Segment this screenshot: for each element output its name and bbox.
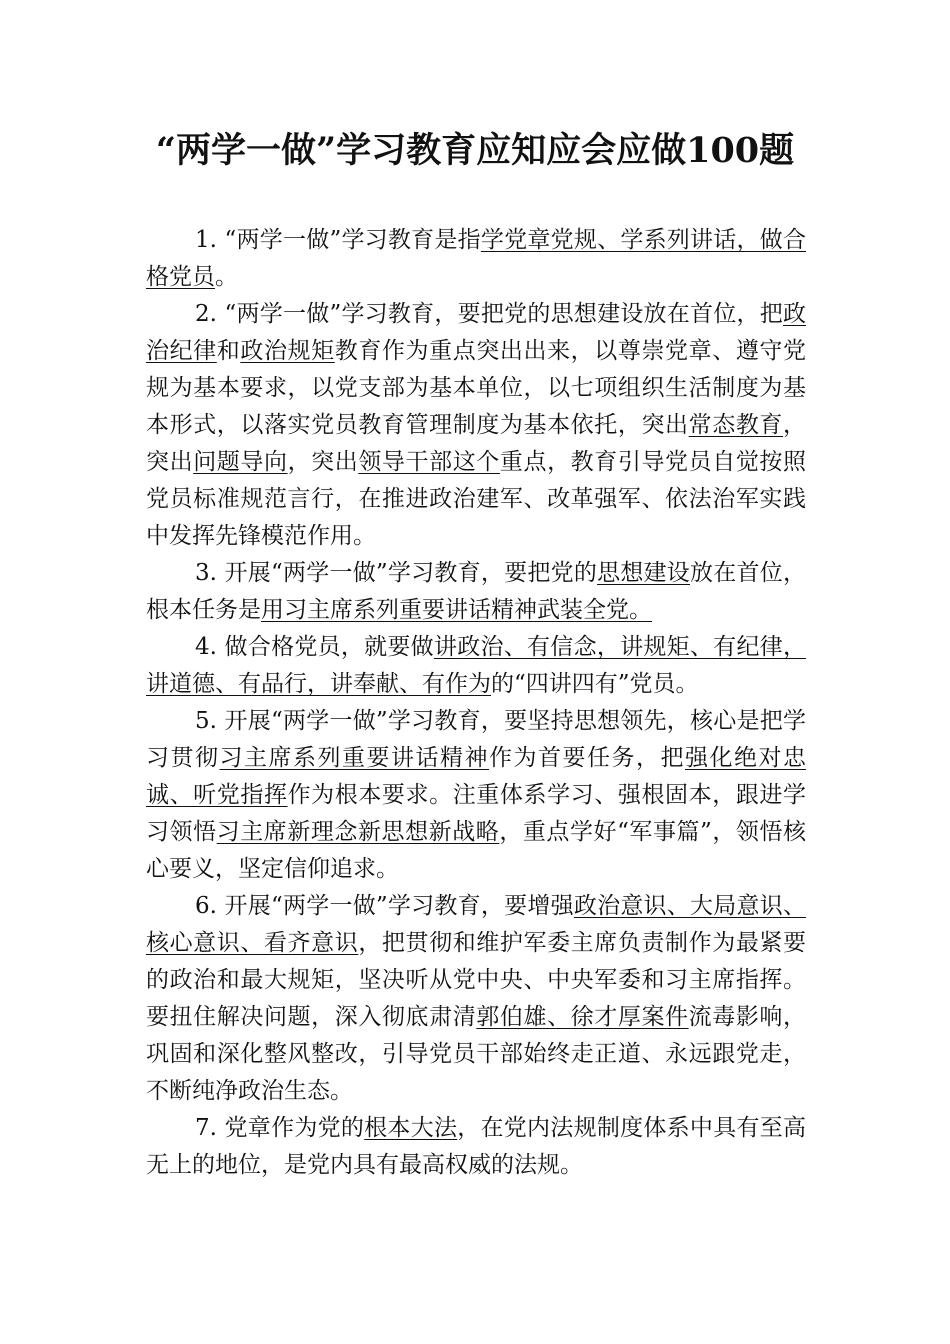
underlined-answer: 讲政治、有信念，讲规矩、有纪律，讲道德、有品行，讲奉献、有作为 — [146, 634, 806, 697]
question-paragraph — [146, 1110, 806, 1184]
paragraph-text: 作为首要任务，把 — [489, 745, 685, 771]
question-paragraph — [146, 629, 806, 703]
question-paragraph — [146, 296, 806, 555]
paragraph-text: ，重点学好“军事篇”，领悟核心要义，坚定信仰追求。 — [146, 819, 807, 882]
paragraph-text: 的“四讲四有”党员。 — [491, 671, 699, 697]
question-paragraph — [146, 222, 806, 296]
underlined-answer: 问题导向 — [193, 449, 288, 475]
paragraph-text: ，在党内法规制度体系中具有至高无上的地位，是党内具有最高权威的法规。 — [146, 1115, 807, 1178]
paragraph-text: 教育作为重点突出出来，以尊崇党章、遵守党规为基本要求，以党支部为基本单位，以七项组织生活制度为基本形式，以落实党员教育管理制度为基本依托，突出 — [146, 338, 807, 438]
paragraph-text: 1. “两学一做”学习教育是指 — [195, 227, 481, 253]
paragraph-text: 6. 开展“两学一做”学习教育，要增强 — [195, 893, 574, 919]
paragraph-text: 3. 开展“两学一做”学习教育，要把党的 — [195, 560, 598, 586]
paragraph-text: 4. 做合格党员，就要做 — [195, 634, 434, 660]
underlined-answer: 根本大法 — [364, 1115, 458, 1141]
paragraph-text: 2. “两学一做”学习教育，要把党的思想建设放在首位，把 — [195, 301, 783, 327]
underlined-answer: 领导干部这个 — [358, 449, 500, 475]
document-title: “两学一做”学习教育应知应会应做100题 — [155, 130, 795, 171]
paragraph-text: 作为根本要求。注重体系学习、强根固本，跟进学习领悟 — [146, 782, 807, 845]
paragraph-text: 7. 党章作为党的 — [195, 1115, 365, 1141]
underlined-answer: 常态教育 — [688, 412, 784, 438]
underlined-answer: 习主席系列重要讲话精神 — [219, 745, 489, 771]
underlined-answer: 用习主席系列重要讲话精神武装全党。 — [261, 597, 652, 623]
question-paragraph — [146, 555, 806, 629]
paragraph-text: 和 — [216, 338, 241, 364]
underlined-answer: 习主席新理念新思想新战略 — [216, 819, 500, 845]
underlined-answer: 政治意识、大局意识、核心意识、看齐意识 — [146, 893, 806, 956]
paragraph-text: 5. 开展“两学一做”学习教育，要坚持思想领先，核心是把学习贯彻 — [146, 708, 806, 771]
paragraph-text: 重点，教育引导党员自觉按照党员标准规范言行，在推进政治建军、改革强军、依法治军实践中发挥先锋模范作用。 — [146, 449, 807, 549]
paragraph-text: ，突出 — [146, 412, 807, 475]
underlined-answer: 郭伯雄、徐才厚案件 — [476, 1004, 689, 1030]
question-paragraph — [146, 703, 806, 888]
paragraph-text: 流毒影响，巩固和深化整风整改，引导党员干部始终走正道、永远跟党走，不断纯净政治生态。 — [146, 1004, 807, 1104]
underlined-answer: 政治规矩 — [240, 338, 335, 364]
underlined-answer: 思想建设 — [597, 560, 691, 586]
paragraph-text: ，把贯彻和维护军委主席负责制作为最紧要的政治和最大规矩，坚决听从党中央、中央军委和习主席指挥。要扭住解决问题，深入彻底肃清 — [146, 930, 807, 1030]
paragraph-text: 放在首位，根本任务是 — [146, 560, 807, 623]
underlined-answer: 强化绝对忠诚、听党指挥 — [146, 745, 806, 808]
paragraph-text: 。 — [215, 264, 238, 290]
document-body — [146, 222, 806, 1184]
paragraph-text: ，突出 — [287, 449, 359, 475]
underlined-answer: 学党章党规、学系列讲话，做合格党员 — [146, 227, 806, 290]
question-paragraph — [146, 888, 806, 1110]
underlined-answer: 政治纪律 — [146, 301, 806, 364]
